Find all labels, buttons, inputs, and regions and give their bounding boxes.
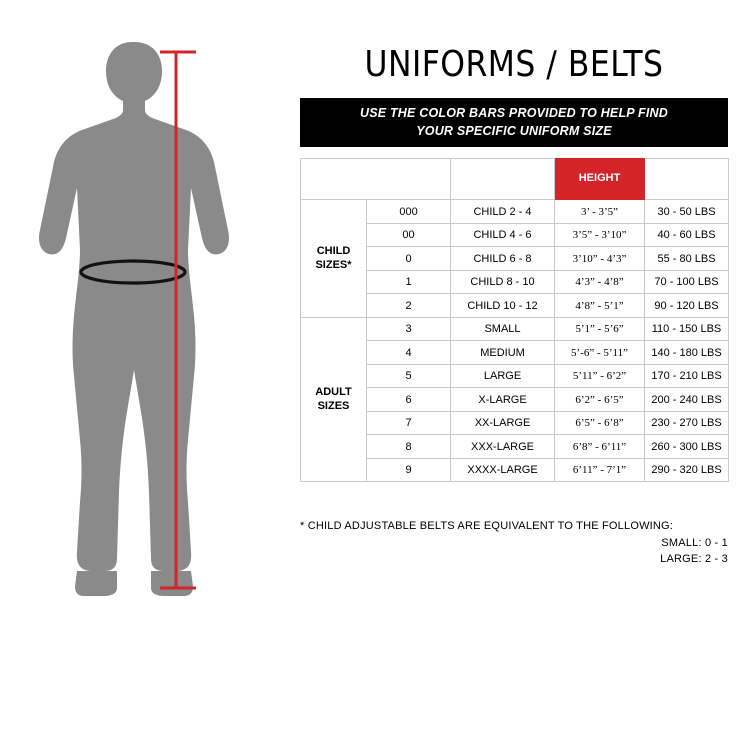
- cell-weight: 200 - 240 LBS: [645, 388, 729, 412]
- cell-weight: 170 - 210 LBS: [645, 364, 729, 388]
- column-header-traditional-line1: TRADITIONAL: [338, 159, 413, 172]
- silhouette-shape: [39, 42, 229, 596]
- cell-height: 3’5” - 3’10”: [555, 223, 645, 247]
- cell-weight: 290 - 320 LBS: [645, 458, 729, 482]
- cell-height: 6’8” - 6’11”: [555, 435, 645, 459]
- human-body-silhouette: [20, 40, 280, 600]
- cell-clothing: XXXX-LARGE: [451, 458, 555, 482]
- cell-traditional: 6: [367, 388, 451, 412]
- footnote: [300, 518, 728, 568]
- cell-clothing: XX-LARGE: [451, 411, 555, 435]
- column-header-clothing-line1: CLOTHING: [473, 165, 532, 178]
- footnote-line-1: * CHILD ADJUSTABLE BELTS ARE EQUIVALENT TO THE FOLLOWING:: [300, 520, 674, 532]
- cell-traditional: 4: [367, 341, 451, 365]
- group-label-child-line1: CHILD: [316, 244, 351, 257]
- cell-clothing: LARGE: [451, 364, 555, 388]
- cell-weight: 140 - 180 LBS: [645, 341, 729, 365]
- column-header-traditional-line2: UNIFORM: [349, 172, 402, 185]
- subtitle-line-1: USE THE COLOR BARS PROVIDED TO HELP FIND: [359, 105, 669, 120]
- cell-weight: 40 - 60 LBS: [645, 223, 729, 247]
- cell-height: 6’2” - 6’5”: [555, 388, 645, 412]
- cell-traditional: 1: [367, 270, 451, 294]
- table-header-row: [301, 159, 729, 200]
- cell-clothing: MEDIUM: [451, 341, 555, 365]
- page-title: UNIFORMS / BELTS: [364, 44, 664, 85]
- cell-traditional: 2: [367, 294, 451, 318]
- table-header: [301, 159, 729, 200]
- footnote-line-3: LARGE: 2 - 3: [660, 553, 728, 565]
- cell-traditional: 7: [367, 411, 451, 435]
- cell-traditional: 0: [367, 247, 451, 271]
- cell-traditional: 3: [367, 317, 451, 341]
- cell-weight: 110 - 150 LBS: [645, 317, 729, 341]
- group-label-child-line2: SIZES*: [315, 258, 352, 271]
- group-label-adult-line1: ADULT: [315, 385, 352, 398]
- cell-weight: 70 - 100 LBS: [645, 270, 729, 294]
- column-header-clothing: [451, 159, 555, 200]
- cell-clothing: XXX-LARGE: [451, 435, 555, 459]
- table-body: [301, 200, 729, 482]
- cell-height: 5’-6” - 5’11”: [555, 341, 645, 365]
- cell-traditional: 9: [367, 458, 451, 482]
- group-label-child: [301, 200, 367, 318]
- cell-weight: 230 - 270 LBS: [645, 411, 729, 435]
- column-header-height: [555, 159, 645, 200]
- column-header-weight-line2: WEIGHT: [664, 179, 709, 192]
- cell-height: 4’3” - 4’8”: [555, 270, 645, 294]
- cell-height: 6’11” - 7’1”: [555, 458, 645, 482]
- cell-height: 3’ - 3’5”: [555, 200, 645, 224]
- body-figure-panel: [20, 40, 280, 600]
- cell-height: 5’11” - 6’2”: [555, 364, 645, 388]
- cell-clothing: CHILD 6 - 8: [451, 247, 555, 271]
- cell-clothing: CHILD 8 - 10: [451, 270, 555, 294]
- column-header-weight-line1: APPROX.: [661, 165, 712, 178]
- cell-weight: 260 - 300 LBS: [645, 435, 729, 459]
- cell-height: 6’5” - 6’8”: [555, 411, 645, 435]
- column-header-clothing-line2: SIZE: [490, 179, 515, 192]
- cell-weight: 30 - 50 LBS: [645, 200, 729, 224]
- column-header-traditional-line3: AND BELT SIZE: [334, 185, 417, 198]
- cell-clothing: CHILD 10 - 12: [451, 294, 555, 318]
- chart-content: [300, 46, 728, 482]
- column-header-height-line1: HEIGHT: [578, 172, 621, 185]
- cell-clothing: CHILD 2 - 4: [451, 200, 555, 224]
- group-label-adult: [301, 317, 367, 482]
- cell-clothing: CHILD 4 - 6: [451, 223, 555, 247]
- cell-height: 3’10” - 4’3”: [555, 247, 645, 271]
- group-label-adult-line2: SIZES: [317, 399, 350, 412]
- cell-traditional: 000: [367, 200, 451, 224]
- column-header-traditional: [301, 159, 451, 200]
- cell-traditional: 8: [367, 435, 451, 459]
- size-chart-table: [300, 158, 729, 482]
- footnote-line-2: SMALL: 0 - 1: [661, 536, 728, 549]
- cell-height: 5’1” - 5’6”: [555, 317, 645, 341]
- cell-traditional: 00: [367, 223, 451, 247]
- subtitle-line-2: YOUR SPECIFIC UNIFORM SIZE: [416, 123, 612, 138]
- cell-clothing: X-LARGE: [451, 388, 555, 412]
- table-row: [301, 317, 729, 341]
- subtitle-banner: [300, 98, 728, 147]
- cell-weight: 90 - 120 LBS: [645, 294, 729, 318]
- cell-weight: 55 - 80 LBS: [645, 247, 729, 271]
- column-header-weight: [645, 159, 729, 200]
- cell-clothing: SMALL: [451, 317, 555, 341]
- table-row: [301, 200, 729, 224]
- cell-height: 4’8” - 5’1”: [555, 294, 645, 318]
- cell-traditional: 5: [367, 364, 451, 388]
